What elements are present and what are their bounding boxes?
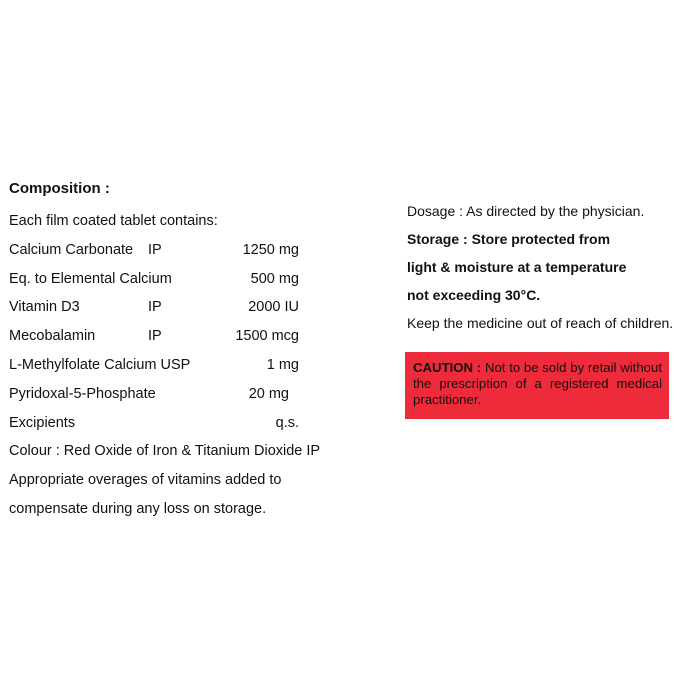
- colour-line: Colour : Red Oxide of Iron & Titanium Dioxide IP: [9, 443, 321, 460]
- composition-section: [9, 180, 339, 524]
- ingredient-quantity: 500 mg: [250, 270, 299, 287]
- caution-label: CAUTION :: [413, 360, 482, 375]
- ingredient-row: [9, 293, 339, 322]
- ingredient-row: [9, 351, 339, 380]
- ingredient-standard: IP: [148, 299, 162, 316]
- ingredient-quantity: 1 mg: [266, 356, 299, 373]
- keep-out-of-reach-line: Keep the medicine out of reach of children.: [407, 315, 674, 331]
- composition-heading: Composition :: [9, 180, 110, 197]
- ingredient-row: [9, 236, 339, 265]
- ingredient-quantity: 1250 mg: [242, 241, 299, 258]
- ingredient-standard: IP: [148, 241, 162, 258]
- overages-line-2: compensate during any loss on storage.: [9, 500, 267, 517]
- overages-line-1: Appropriate overages of vitamins added to: [9, 472, 282, 489]
- ingredient-standard: IP: [148, 328, 162, 345]
- ingredient-row: [9, 322, 339, 351]
- caution-box: [405, 352, 669, 419]
- ingredient-quantity: 1500 mcg: [235, 328, 299, 345]
- ingredient-name: L-Methylfolate Calcium USP: [9, 356, 191, 373]
- storage-line-1: Storage : Store protected from: [407, 231, 611, 247]
- ingredient-quantity: 20 mg: [248, 385, 289, 402]
- composition-intro: Each film coated tablet contains:: [9, 213, 218, 229]
- ingredient-quantity: 2000 IU: [248, 299, 299, 316]
- ingredient-name: Vitamin D3: [9, 299, 80, 316]
- ingredient-row: [9, 265, 339, 294]
- storage-line-3: not exceeding 30°C.: [407, 287, 541, 303]
- ingredient-quantity: q.s.: [275, 414, 299, 431]
- ingredient-name: Mecobalamin: [9, 328, 96, 345]
- dosage-line: Dosage : As directed by the physician.: [407, 203, 645, 219]
- ingredient-name: Calcium Carbonate: [9, 241, 134, 258]
- storage-line-2: light & moisture at a temperature: [407, 259, 627, 275]
- ingredient-name: Eq. to Elemental Calcium: [9, 270, 172, 287]
- instructions-section: [407, 197, 690, 337]
- ingredient-name: Excipients: [9, 414, 76, 431]
- ingredient-row: [9, 380, 339, 409]
- ingredient-name: Pyridoxal-5-Phosphate: [9, 385, 156, 402]
- ingredient-row: [9, 409, 339, 438]
- caution-text: Not to be sold by retail without the prescription of a registered medical practitioner.: [413, 360, 662, 407]
